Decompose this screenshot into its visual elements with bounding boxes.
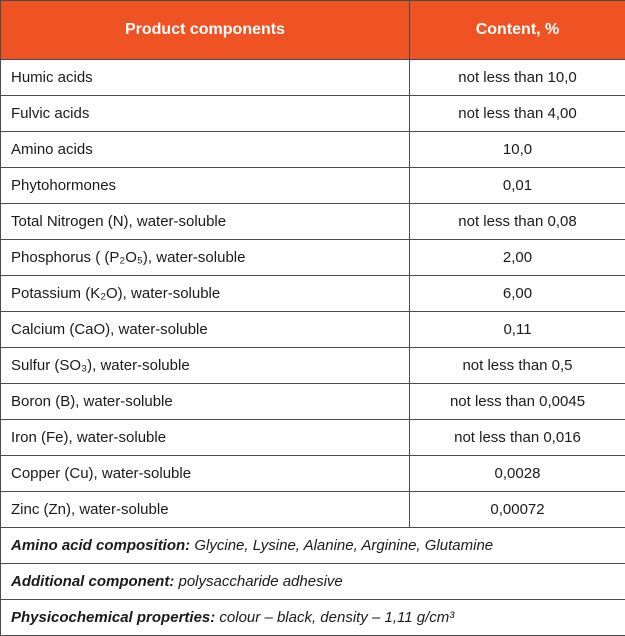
component-cell: Copper (Cu), water-soluble — [1, 456, 410, 492]
table-row — [1, 60, 625, 96]
additional-component-note — [1, 564, 625, 600]
component-cell: Humic acids — [1, 60, 410, 96]
table-row — [1, 276, 625, 312]
header-product-components: Product components — [1, 1, 410, 60]
content-cell: 2,00 — [410, 240, 625, 276]
component-cell: Iron (Fe), water-soluble — [1, 420, 410, 456]
component-cell: Calcium (CaO), water-soluble — [1, 312, 410, 348]
note-text: polysaccharide adhesive — [174, 573, 342, 590]
table-row — [1, 168, 625, 204]
content-cell: not less than 0,5 — [410, 348, 625, 384]
note-text: colour – black, density – 1,11 g/cm³ — [215, 609, 454, 626]
note-label: Amino acid composition: — [11, 537, 190, 554]
content-cell: 0,01 — [410, 168, 625, 204]
physicochemical-properties-note — [1, 600, 625, 636]
table-row — [1, 456, 625, 492]
table-row — [1, 96, 625, 132]
content-cell: 0,00072 — [410, 492, 625, 528]
content-cell: 6,00 — [410, 276, 625, 312]
component-cell: Phytohormones — [1, 168, 410, 204]
component-cell: Potassium (K₂O), water-soluble — [1, 276, 410, 312]
component-cell: Boron (B), water-soluble — [1, 384, 410, 420]
component-cell: Phosphorus ( (P₂O₅), water-soluble — [1, 240, 410, 276]
content-cell: not less than 0,0045 — [410, 384, 625, 420]
content-cell: 0,0028 — [410, 456, 625, 492]
note-text: Glycine, Lysine, Alanine, Arginine, Glutamine — [190, 537, 493, 554]
physicochemical-properties-row — [1, 600, 625, 636]
content-cell: not less than 0,016 — [410, 420, 625, 456]
table-row — [1, 204, 625, 240]
table-header-row — [1, 1, 625, 60]
table-row — [1, 492, 625, 528]
content-cell: not less than 10,0 — [410, 60, 625, 96]
table-row — [1, 132, 625, 168]
content-cell: not less than 0,08 — [410, 204, 625, 240]
component-cell: Fulvic acids — [1, 96, 410, 132]
content-cell: 0,11 — [410, 312, 625, 348]
table-row — [1, 348, 625, 384]
table-row — [1, 312, 625, 348]
header-content-percent: Content, % — [410, 1, 625, 60]
table-row — [1, 420, 625, 456]
component-cell: Zinc (Zn), water-soluble — [1, 492, 410, 528]
table-row — [1, 240, 625, 276]
note-label: Additional component: — [11, 573, 174, 590]
table-row — [1, 384, 625, 420]
component-cell: Sulfur (SO₃), water-soluble — [1, 348, 410, 384]
component-cell: Amino acids — [1, 132, 410, 168]
content-cell: not less than 4,00 — [410, 96, 625, 132]
additional-component-row — [1, 564, 625, 600]
amino-acid-composition-row — [1, 528, 625, 564]
note-label: Physicochemical properties: — [11, 609, 215, 626]
amino-acid-composition-note — [1, 528, 625, 564]
content-cell: 10,0 — [410, 132, 625, 168]
component-cell: Total Nitrogen (N), water-soluble — [1, 204, 410, 240]
